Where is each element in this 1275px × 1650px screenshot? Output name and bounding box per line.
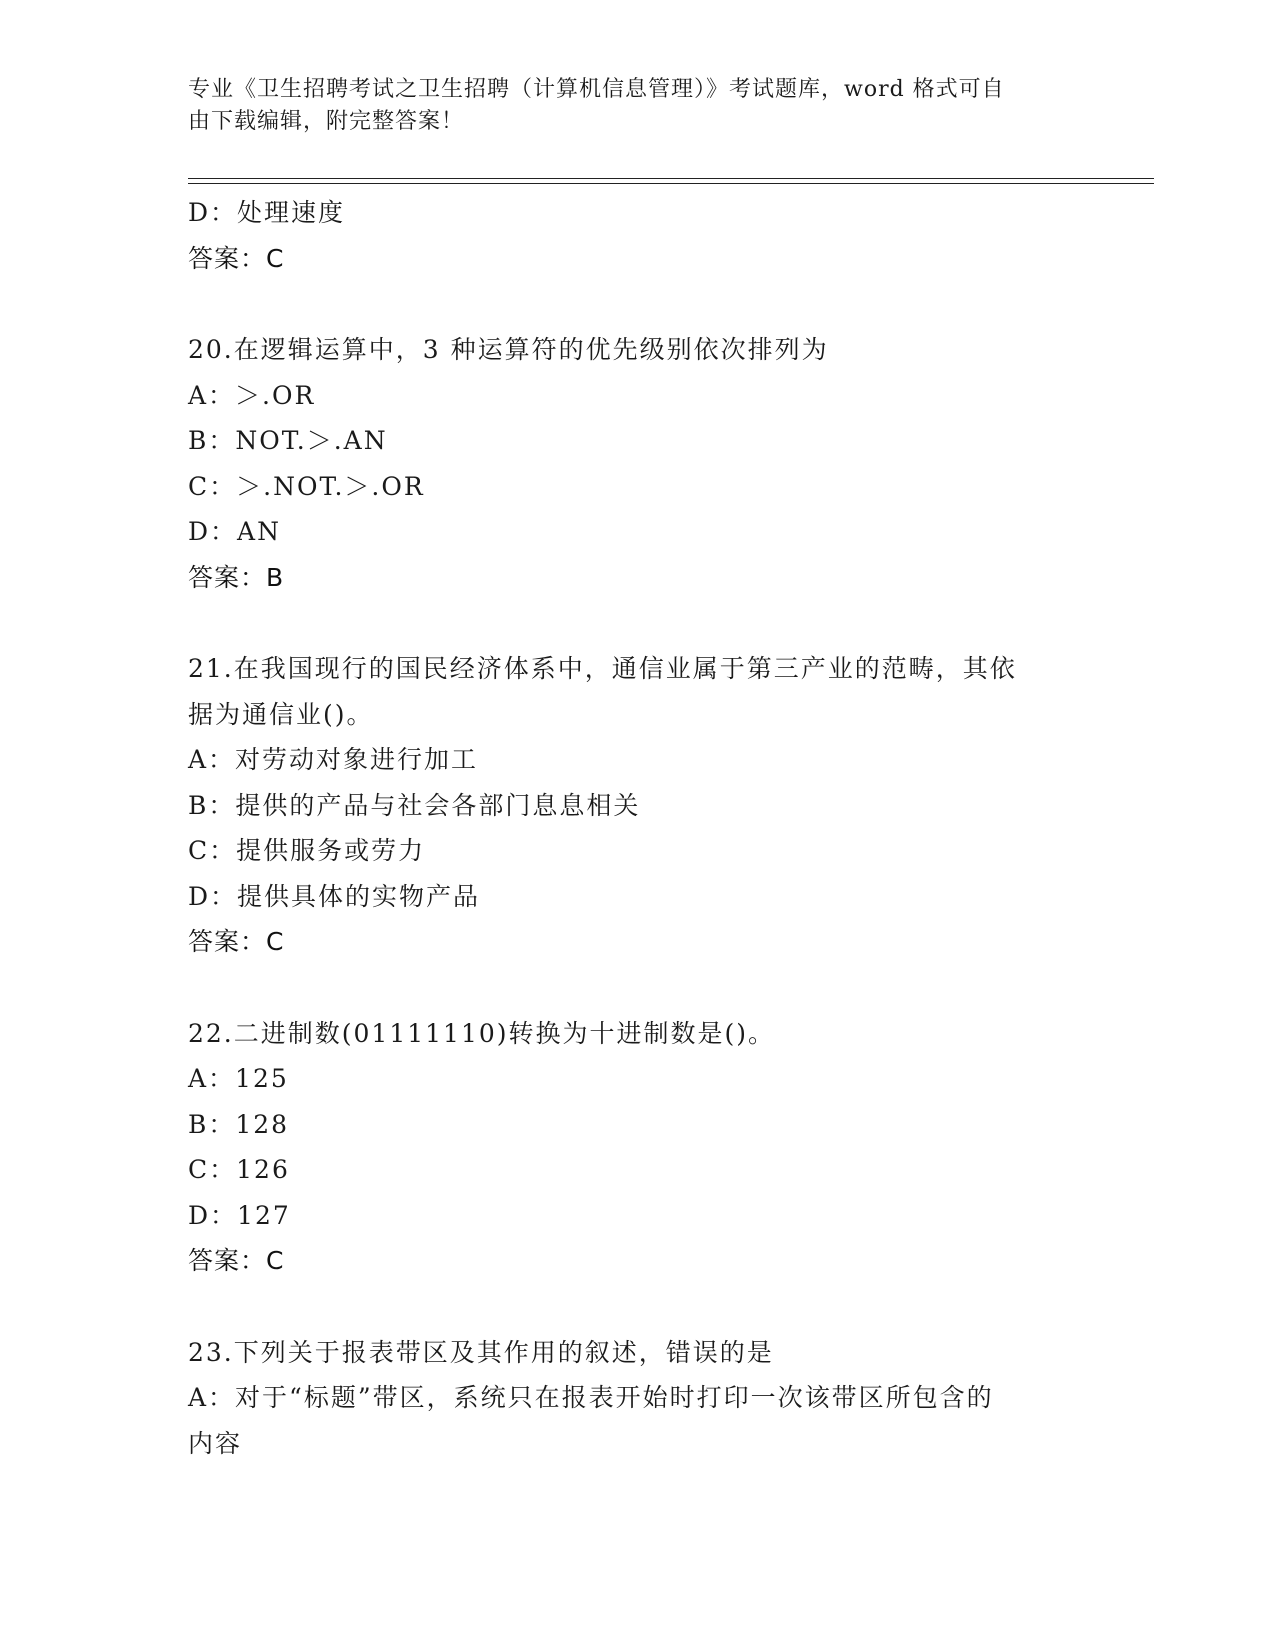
option-b: B：128 (188, 1109, 290, 1139)
answer: 答案：C (188, 1246, 285, 1275)
question-23 (188, 1330, 1088, 1467)
prev-question-answer: 答案：C (188, 243, 285, 273)
answer: 答案：B (188, 562, 285, 592)
option-c: C：提供服务或劳力 (188, 836, 426, 865)
option-d: D：127 (188, 1200, 291, 1230)
header-line-1: 专业《卫生招聘考试之卫生招聘（计算机信息管理）》考试题库，word 格式可自 (188, 77, 1005, 102)
option-d: D：AN (188, 517, 281, 546)
option-b: B：NOT.＞.AN (188, 426, 388, 455)
answer: 答案：C (188, 927, 285, 956)
option-d: D：提供具体的实物产品 (188, 881, 481, 911)
question-stem: 20.在逻辑运算中，3 种运算符的优先级别依次排列为 (188, 335, 829, 364)
option-c: C：＞.NOT.＞.OR (188, 471, 425, 501)
header-line-2: 由下载编辑，附完整答案！ (188, 109, 465, 134)
question-20 (188, 327, 1088, 600)
option-a: A：＞.OR (188, 380, 316, 410)
question-stem-line-1: 21.在我国现行的国民经济体系中，通信业属于第三产业的范畴，其依 (188, 654, 1017, 683)
question-stem: 22.二进制数(01111110)转换为十进制数是()。 (188, 1018, 776, 1048)
question-22 (188, 1011, 1088, 1284)
option-a: A：125 (188, 1064, 289, 1093)
option-a: A：对劳动对象进行加工 (188, 745, 479, 774)
prev-question-option-d: D：处理速度 (188, 198, 346, 227)
option-a-line-2: 内容 (188, 1428, 243, 1458)
question-stem-line-2: 据为通信业()。 (188, 699, 374, 729)
header-divider-top (188, 178, 1154, 179)
question-list (188, 190, 1088, 1466)
option-a-line-1: A：对于“标题”带区，系统只在报表开始时打印一次该带区所包含的 (188, 1383, 994, 1412)
question-stem: 23.下列关于报表带区及其作用的叙述，错误的是 (188, 1337, 774, 1367)
header-divider-bottom (188, 183, 1154, 184)
option-b: B：提供的产品与社会各部门息息相关 (188, 790, 641, 820)
option-c: C：126 (188, 1155, 290, 1184)
question-21 (188, 646, 1088, 965)
document-header (188, 74, 1068, 138)
